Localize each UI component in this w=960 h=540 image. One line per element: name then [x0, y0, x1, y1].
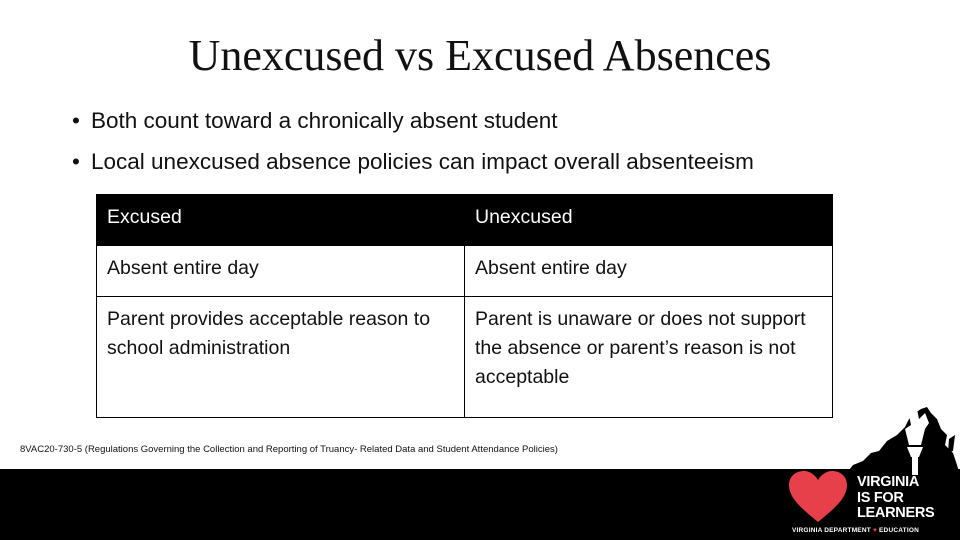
header-excused: Excused: [97, 195, 465, 246]
table-row: [97, 246, 833, 297]
bullet-icon: •: [72, 149, 80, 174]
logo-line: VIRGINIA: [857, 474, 920, 490]
bullet-item: [72, 141, 754, 182]
table-cell: Absent entire day: [97, 246, 465, 297]
logo-line: IS FOR: [857, 489, 904, 506]
table-cell: Absent entire day: [465, 246, 833, 297]
slide-title: Unexcused vs Excused Absences: [188, 31, 772, 80]
citation-footnote: 8VAC20-730-5 (Regulations Governing the Collection and Reporting of Truancy- Related Data and Student Attendance Policies): [20, 444, 558, 455]
bullet-list: [72, 100, 754, 182]
logo-sub-text: VIRGINIA DEPARTMENT: [792, 527, 871, 534]
small-heart-icon: ♥: [872, 527, 877, 534]
absence-comparison-table: [96, 194, 833, 418]
virginia-state-torch-icon: [845, 405, 960, 475]
header-unexcused: Unexcused: [465, 195, 833, 246]
table-header-row: [97, 195, 833, 246]
bullet-text: Local unexcused absence policies can impact overall absenteeism: [91, 149, 754, 174]
table-row: [97, 297, 833, 418]
department-of-education-label: [792, 527, 919, 534]
logo-sub-text: EDUCATION: [879, 527, 919, 534]
table-cell: Parent provides acceptable reason to school administration: [97, 297, 465, 418]
table-cell: Parent is unaware or does not support the absence or parent’s reason is not acceptable: [465, 297, 833, 418]
bullet-item: [72, 100, 754, 141]
virginia-is-for-learners-logo-text: [857, 475, 934, 522]
bullet-text: Both count toward a chronically absent student: [91, 108, 558, 133]
heart-logo-icon: [787, 470, 849, 524]
logo-line: LEARNERS: [857, 505, 935, 521]
bullet-icon: •: [72, 108, 80, 133]
